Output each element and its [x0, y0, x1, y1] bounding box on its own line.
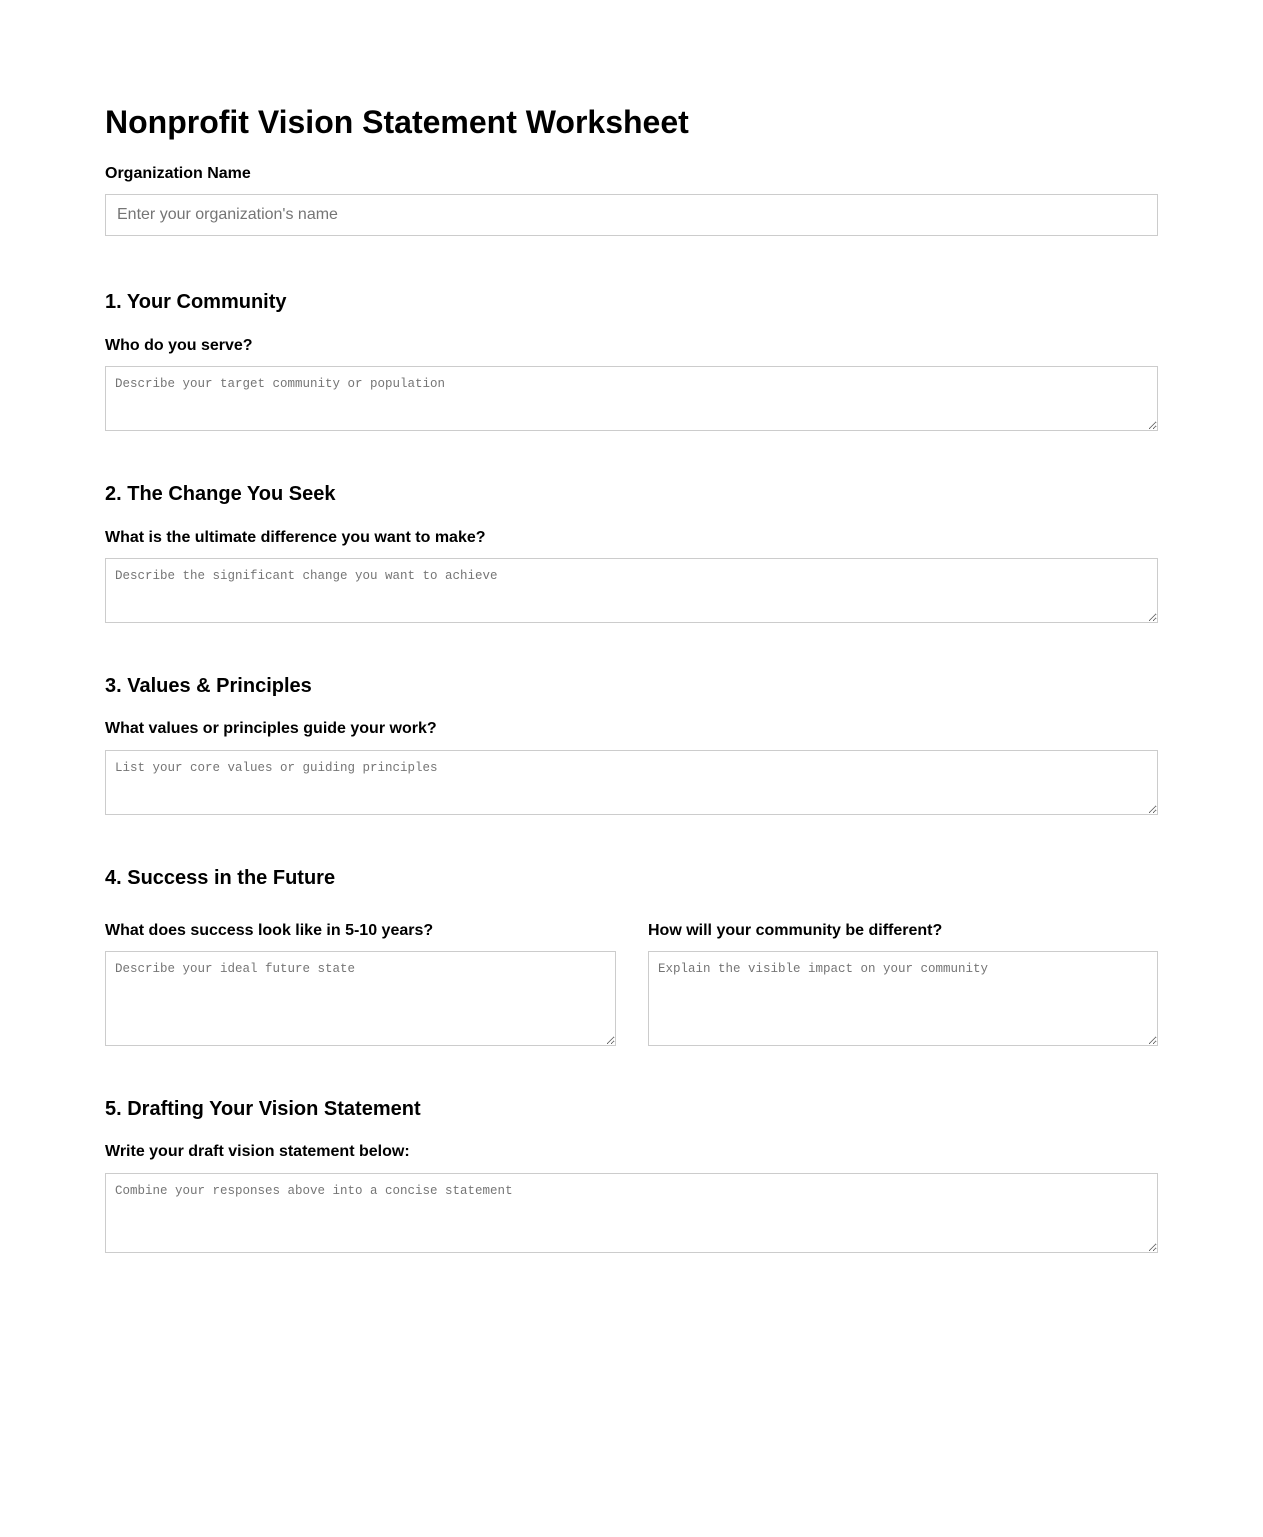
section-heading: 5. Drafting Your Vision Statement: [105, 1098, 421, 1120]
ultimate-difference-textarea[interactable]: [105, 558, 1158, 623]
organization-name-input[interactable]: [105, 194, 1158, 236]
draft-vision-label: Write your draft vision statement below:: [105, 1143, 410, 1160]
section-heading: 1. Your Community: [105, 291, 287, 313]
who-do-you-serve-label: Who do you serve?: [105, 337, 253, 354]
values-principles-textarea[interactable]: [105, 750, 1158, 815]
section-heading: 2. The Change You Seek: [105, 483, 336, 505]
success-5-10-years-textarea[interactable]: [105, 951, 616, 1046]
values-principles-label: What values or principles guide your work?: [105, 720, 437, 737]
community-different-label: How will your community be different?: [648, 922, 943, 939]
success-5-10-years-label: What does success look like in 5-10 years?: [105, 922, 434, 939]
ultimate-difference-label: What is the ultimate difference you want to make?: [105, 529, 486, 546]
who-do-you-serve-textarea[interactable]: [105, 366, 1158, 431]
section-heading: 3. Values & Principles: [105, 675, 312, 697]
section-heading: 4. Success in the Future: [105, 867, 336, 889]
draft-vision-textarea[interactable]: [105, 1173, 1158, 1253]
organization-name-label: Organization Name: [105, 165, 251, 182]
community-different-textarea[interactable]: [648, 951, 1158, 1046]
page-title: Nonprofit Vision Statement Worksheet: [105, 104, 689, 140]
